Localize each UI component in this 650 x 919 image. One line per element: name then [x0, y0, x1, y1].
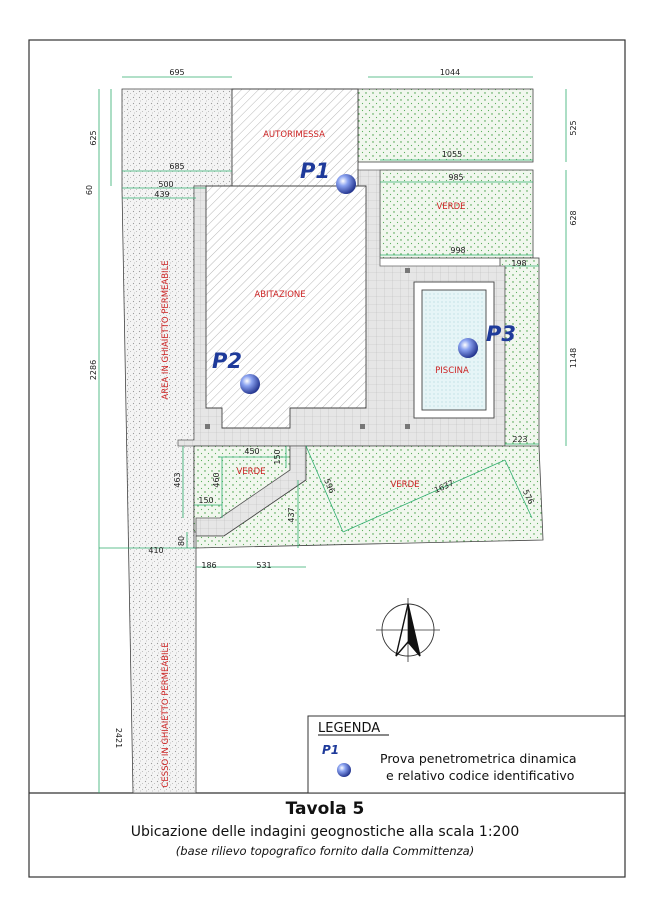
dim-1148: 1148	[569, 347, 578, 369]
dim-2286: 2286	[89, 359, 98, 381]
dim-223: 223	[512, 435, 528, 444]
legend-symbol-code: P1	[322, 743, 340, 757]
dim-998: 998	[450, 246, 466, 255]
dim-410: 410	[148, 546, 164, 555]
dim-628: 628	[569, 210, 578, 226]
label-verde-left: VERDE	[236, 467, 266, 477]
dim-463: 463	[173, 472, 182, 488]
dim-1044: 1044	[439, 68, 461, 77]
dim-531: 531	[256, 561, 272, 570]
dim-150-top: 150	[273, 449, 282, 465]
footer-note: (base rilievo topografico fornito dalla Committenza)	[175, 844, 475, 858]
label-verde-top: VERDE	[436, 202, 466, 212]
dim-198: 198	[511, 259, 527, 268]
marker	[405, 424, 410, 429]
probe-p2-label: P2	[212, 349, 243, 373]
dim-2421: 2421	[114, 727, 123, 749]
dim-985: 985	[448, 173, 464, 182]
dim-450: 450	[244, 447, 260, 456]
probe-p1-label: P1	[300, 159, 331, 183]
dim-596: 596	[322, 477, 337, 495]
dim-500: 500	[158, 180, 174, 189]
probe-p2-marker	[240, 374, 260, 394]
dim-525: 525	[569, 120, 578, 136]
dim-439: 439	[154, 190, 170, 199]
dim-186: 186	[201, 561, 217, 570]
dim-695: 695	[169, 68, 185, 77]
legend-symbol-marker	[337, 763, 351, 777]
probe-p3-label: P3	[486, 322, 517, 346]
label-abitazione: ABITAZIONE	[254, 290, 306, 300]
label-autorimessa: AUTORIMESSA	[263, 130, 325, 140]
house	[206, 186, 366, 428]
dim-80: 80	[177, 535, 186, 547]
dim-1637: 1637	[432, 478, 456, 495]
marker	[205, 424, 210, 429]
marker	[405, 268, 410, 273]
dim-437: 437	[287, 507, 296, 523]
label-gravel-1: AREA IN GHIAIETTO PERMEABILE	[161, 260, 171, 400]
dim-576: 576	[520, 488, 536, 506]
lawn-upper-right	[380, 170, 533, 258]
label-piscina: PISCINA	[435, 366, 469, 376]
dim-60: 60	[85, 184, 94, 196]
legend-line-2: e relativo codice identificativo	[386, 768, 575, 783]
marker	[360, 424, 365, 429]
legend-line-1: Prova penetrometrica dinamica	[380, 751, 577, 766]
dim-625: 625	[89, 130, 98, 146]
footer-title: Tavola 5	[285, 799, 365, 819]
lawn-right-strip	[500, 258, 539, 448]
dim-150-left: 150	[198, 496, 214, 505]
dim-1055: 1055	[441, 150, 463, 159]
legend-title: LEGENDA	[318, 721, 381, 736]
probe-p3-marker	[458, 338, 478, 358]
label-gravel-2: CESSO IN GHIAIETTO PERMEABILE	[161, 642, 171, 788]
dim-460: 460	[212, 472, 221, 488]
footer-subtitle: Ubicazione delle indagini geognostiche alla scala 1:200	[130, 824, 520, 840]
label-verde-bottom: VERDE	[390, 480, 420, 490]
dim-685: 685	[169, 162, 185, 171]
probe-p1-marker	[336, 174, 356, 194]
north-arrow-icon	[376, 598, 440, 662]
